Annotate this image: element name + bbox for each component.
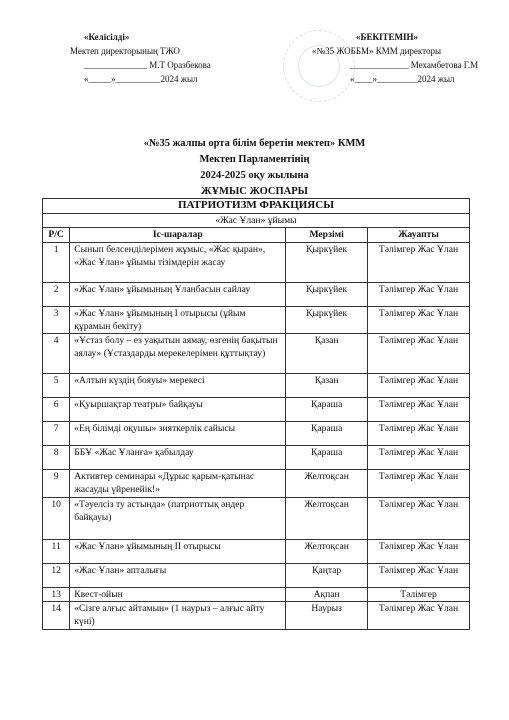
row-event: «Қуыршақтар театры» байқауы bbox=[70, 398, 286, 422]
row-event: Квест-ойын bbox=[70, 588, 286, 602]
column-header-term: Мерзімі bbox=[286, 228, 368, 243]
row-responsible: Тәлімгер Жас Ұлан bbox=[368, 422, 470, 446]
organization-band bbox=[43, 214, 470, 228]
faction-title: ПАТРИОТИЗМ ФРАКЦИЯСЫ bbox=[43, 199, 470, 214]
organization-title: «Жас Ұлан» ұйымы bbox=[43, 214, 470, 228]
table-row bbox=[43, 422, 470, 446]
table-row bbox=[43, 470, 470, 498]
academic-year: 2024-2025 оқу жылына bbox=[200, 170, 309, 181]
approval-right-title: «БЕКІТЕМІН» bbox=[356, 32, 418, 42]
row-term: Ақпан bbox=[286, 588, 368, 602]
approval-right-signature: _____________ Мехамбетова Г.М bbox=[350, 60, 479, 70]
approval-left-signature: ______________ М.Т Оразбекова bbox=[84, 60, 211, 70]
row-term: Наурыз bbox=[286, 602, 368, 630]
row-responsible: Тәлімгер Жас Ұлан bbox=[368, 564, 470, 588]
table-row bbox=[43, 334, 470, 374]
row-number: 10 bbox=[43, 498, 70, 540]
table-header-row bbox=[43, 228, 470, 243]
work-plan-title: ЖҰМЫС ЖОСПАРЫ bbox=[201, 186, 308, 197]
row-number: 12 bbox=[43, 564, 70, 588]
row-event: «Жас Ұлан» ұйымының Ұланбасын сайлау bbox=[70, 283, 286, 307]
row-event: «Ең білімді оқушы» зияткерлік сайысы bbox=[70, 422, 286, 446]
row-term: Қыркүйек bbox=[286, 283, 368, 307]
row-number: 5 bbox=[43, 374, 70, 398]
approval-block-right bbox=[300, 30, 490, 86]
table-row bbox=[43, 374, 470, 398]
row-number: 6 bbox=[43, 398, 70, 422]
row-term: Қыркүйек bbox=[286, 243, 368, 283]
row-number: 14 bbox=[43, 602, 70, 630]
row-term: Қыркүйек bbox=[286, 307, 368, 334]
table-row bbox=[43, 588, 470, 602]
row-number: 7 bbox=[43, 422, 70, 446]
row-event: «Алтын күздің бояуы» мерекесі bbox=[70, 374, 286, 398]
row-number: 13 bbox=[43, 588, 70, 602]
row-responsible: Тәлімгер bbox=[368, 588, 470, 602]
parliament-title: Мектеп Парламентінің bbox=[199, 154, 310, 165]
table-row bbox=[43, 243, 470, 283]
row-number: 1 bbox=[43, 243, 70, 283]
row-event: «Жас Ұлан» апталығы bbox=[70, 564, 286, 588]
table-row bbox=[43, 564, 470, 588]
row-term: Қазан bbox=[286, 334, 368, 374]
row-number: 9 bbox=[43, 470, 70, 498]
table-row bbox=[43, 498, 470, 540]
work-plan-table bbox=[42, 198, 470, 630]
row-term: Желтоқсан bbox=[286, 540, 368, 564]
column-header-responsible: Жауапты bbox=[368, 228, 470, 243]
approval-left-title: «Келісілді» bbox=[84, 32, 130, 42]
table-row bbox=[43, 398, 470, 422]
table-row bbox=[43, 446, 470, 470]
row-event: «Жас Ұлан» ұйымының ІІ отырысы bbox=[70, 540, 286, 564]
row-term: Қараша bbox=[286, 422, 368, 446]
table-row bbox=[43, 540, 470, 564]
column-header-events: Іс-шаралар bbox=[70, 228, 286, 243]
row-term: Қазан bbox=[286, 374, 368, 398]
row-event: «Жас Ұлан» ұйымының І отырысы (ұйым құрамын бекіту) bbox=[70, 307, 286, 334]
row-responsible: Тәлімгер Жас Ұлан bbox=[368, 374, 470, 398]
row-event: Активтер семинары «Дұрыс қарым-қатынас жасауды үйренейік!» bbox=[70, 470, 286, 498]
row-number: 8 bbox=[43, 446, 70, 470]
row-term: Қаңтар bbox=[286, 564, 368, 588]
school-name: «№35 жалпы орта білім беретін мектеп» КММ bbox=[143, 138, 366, 149]
row-term: Қараша bbox=[286, 398, 368, 422]
row-responsible: Тәлімгер Жас Ұлан bbox=[368, 602, 470, 630]
approval-right-position: «№35 ЖОББМ» КММ директоры bbox=[312, 46, 442, 56]
row-number: 4 bbox=[43, 334, 70, 374]
row-responsible: Тәлімгер Жас Ұлан bbox=[368, 307, 470, 334]
table-row bbox=[43, 602, 470, 630]
approval-left-date: «_____»__________2024 жыл bbox=[84, 74, 198, 84]
approval-block-left bbox=[62, 30, 252, 86]
approval-left-position: Мектеп директорының ТЖО bbox=[70, 46, 180, 56]
row-responsible: Тәлімгер Жас Ұлан bbox=[368, 470, 470, 498]
row-term: Желтоқсан bbox=[286, 470, 368, 498]
row-responsible: Тәлімгер Жас Ұлан bbox=[368, 398, 470, 422]
approval-right-date: «____»_________2024 жыл bbox=[350, 74, 455, 84]
row-responsible: Тәлімгер Жас Ұлан bbox=[368, 540, 470, 564]
row-number: 3 bbox=[43, 307, 70, 334]
row-responsible: Тәлімгер Жас Ұлан bbox=[368, 446, 470, 470]
row-event: «Тәуелсіз ту астында» (патриоттық әндер байқауы) bbox=[70, 498, 286, 540]
row-responsible: Тәлімгер Жас Ұлан bbox=[368, 283, 470, 307]
row-responsible: Тәлімгер Жас Ұлан bbox=[368, 498, 470, 540]
row-number: 11 bbox=[43, 540, 70, 564]
row-term: Қараша bbox=[286, 446, 368, 470]
row-responsible: Тәлімгер Жас Ұлан bbox=[368, 243, 470, 283]
faction-band bbox=[43, 199, 470, 214]
table-row bbox=[43, 283, 470, 307]
row-event: «Сізге алғыс айтамын» (1 наурыз – алғыс айту күні) bbox=[70, 602, 286, 630]
row-responsible: Тәлімгер Жас Ұлан bbox=[368, 334, 470, 374]
row-term: Желтоқсан bbox=[286, 498, 368, 540]
row-event: ББҰ «Жас Ұланға» қабылдау bbox=[70, 446, 286, 470]
row-number: 2 bbox=[43, 283, 70, 307]
row-event: «Ұстаз болу – ез уақытын аямау, өзгенің бақытын аялау» (Ұстаздарды мерекелерімен құттықтау) bbox=[70, 334, 286, 374]
row-event: Сынып белсенділерімен жұмыс, «Жас қыран», «Жас Ұлан» ұйымы тізімдерін жасау bbox=[70, 243, 286, 283]
column-header-number: Р/С bbox=[43, 228, 70, 243]
table-row bbox=[43, 307, 470, 334]
